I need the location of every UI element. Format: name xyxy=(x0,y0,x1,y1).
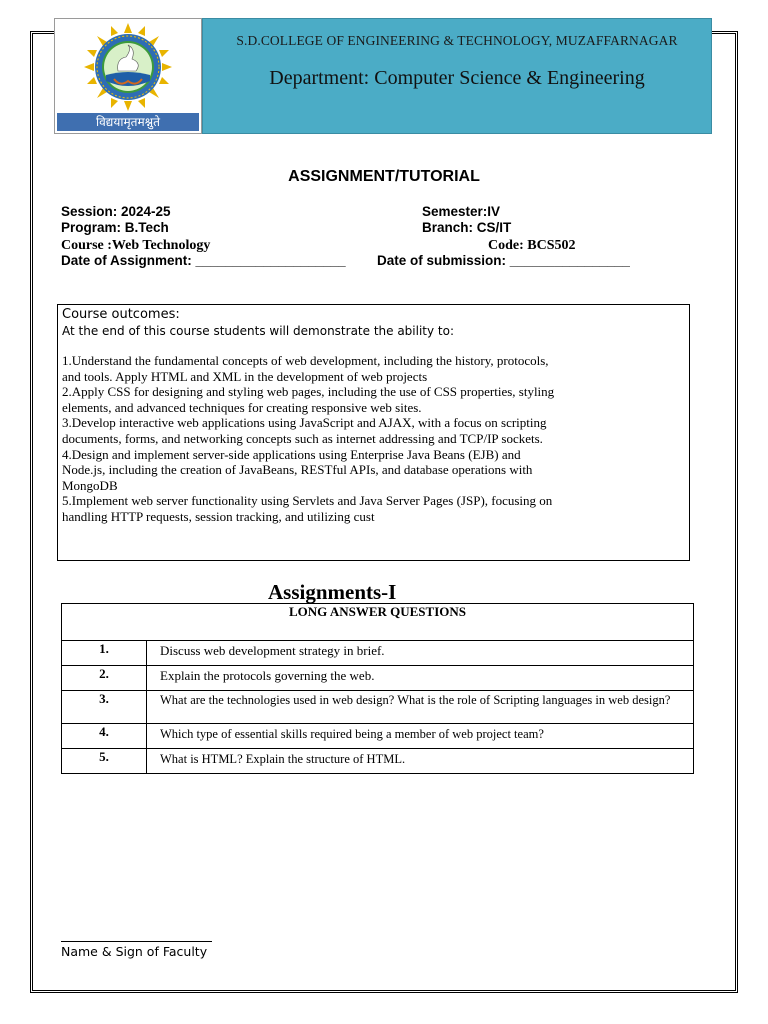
question-number: 5. xyxy=(62,749,147,774)
assignments-heading: Assignments-I xyxy=(268,580,397,604)
table-row xyxy=(62,666,694,691)
table-header: LONG ANSWER QUESTIONS xyxy=(62,604,694,641)
question-text: Which type of essential skills required being a member of web project team? xyxy=(147,724,694,749)
outcome-item: 3.Develop interactive web applications using JavaScript and AJAX, with a focus on scripting documents, forms, and networking concepts such as internet addressing and TCP/IP sockets. xyxy=(62,415,547,446)
questions-table xyxy=(61,603,694,774)
college-name: S.D.COLLEGE OF ENGINEERING & TECHNOLOGY, MUZAFFARNAGAR xyxy=(236,33,678,48)
table-row xyxy=(62,749,694,774)
document-title: ASSIGNMENT/TUTORIAL xyxy=(288,168,480,185)
outcome-item: 5.Implement web server functionality using Servlets and Java Server Pages (JSP), focusing on handling HTTP requests, session tracking, and utilizing cust xyxy=(62,493,553,524)
table-header-row xyxy=(62,604,694,641)
outcome-item: 4.Design and implement server-side applications using Enterprise Java Beans (EJB) and Node.js, including the creation of JavaBeans, RESTful APIs, and database operations with MongoDB xyxy=(62,446,533,493)
table-row xyxy=(62,724,694,749)
course-outcomes-box xyxy=(57,304,690,561)
question-number: 2. xyxy=(62,666,147,691)
question-text: What is HTML? Explain the structure of HTML. xyxy=(147,749,694,774)
question-number: 4. xyxy=(62,724,147,749)
date-of-assignment: Date of Assignment: ____________________ xyxy=(61,253,346,268)
semester-label: Semester:IV xyxy=(422,204,501,219)
table-row xyxy=(62,691,694,724)
course-code-label: Code: BCS502 xyxy=(488,238,576,253)
session-label: Session: 2024-25 xyxy=(61,204,171,219)
branch-label: Branch: CS/IT xyxy=(422,220,512,235)
question-text: What are the technologies used in web design? What is the role of Scripting languages in web design? xyxy=(147,691,694,724)
header-banner xyxy=(202,18,712,134)
outcomes-heading: Course outcomes: xyxy=(62,307,180,322)
table-row xyxy=(62,641,694,666)
outcomes-intro: At the end of this course students will demonstrate the ability to: xyxy=(62,324,455,338)
question-text: Discuss web development strategy in brief. xyxy=(147,641,694,666)
logo-motto: विद्ययामृतमश्नुते xyxy=(57,113,199,131)
college-emblem-icon xyxy=(55,19,201,111)
department-name: Department: Computer Science & Engineering xyxy=(269,67,645,89)
signature-line xyxy=(61,941,212,942)
outcome-item: 2.Apply CSS for designing and styling web pages, including the use of CSS properties, styling elements, and advanced techniques for creating responsive web sites. xyxy=(62,384,555,415)
college-logo xyxy=(54,18,202,134)
faculty-sign-label: Name & Sign of Faculty xyxy=(61,944,208,959)
date-of-submission: Date of submission: ________________ xyxy=(377,253,630,268)
outcome-item: 1.Understand the fundamental concepts of web development, including the history, protocols, and tools. Apply HTML and XML in the development of web projects xyxy=(62,353,549,384)
question-number: 1. xyxy=(62,641,147,666)
question-number: 3. xyxy=(62,691,147,724)
question-text: Explain the protocols governing the web. xyxy=(147,666,694,691)
course-label: Course :Web Technology xyxy=(61,238,211,253)
program-label: Program: B.Tech xyxy=(61,220,169,235)
